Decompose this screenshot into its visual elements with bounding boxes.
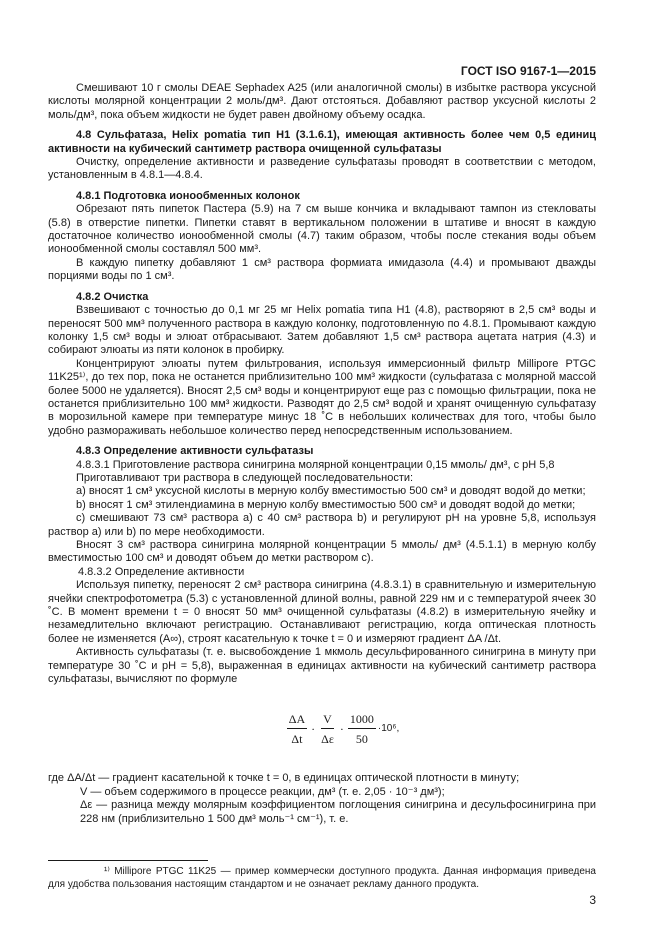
footnote: ¹⁾ Millipore PTGC 11K25 — пример коммерчески доступного продукта. Данная информация приведена для удобства пользования настоящим стандартом и не означает рекламу данного продукта. [48,866,596,891]
multiply-dot: · [311,722,316,737]
subsection-heading-4-8-3-1: 4.8.3.1 Приготовление раствора синигрина молярной концентрации 0,15 ммоль/ дм³, с pH 5,8 [76,458,555,471]
paragraph: Обрезают пять пипеток Пастера (5.9) на 7 см выше кончика и вкладывают тампон из стекловаты (5.8) в отверстие пипетки. Пипетки ставят в вертикальном положении в штативе и вносят в каждую достаточное количество ионообменной смолы (4.7) таким образом, чтобы после стекания воды объем ионообменной смолы составлял 500 мм³. [48,203,596,256]
paragraph: Приготавливают три раствора в следующей последовательности: [76,471,414,484]
section-heading-4-8: 4.8 Сульфатаза, Helix pomatia тип H1 (3.1.6.1), имеющая активность более чем 0,5 единиц активности на кубический сантиметр раствора очищенной сульфатазы [48,129,596,155]
section-heading-4-8-2: 4.8.2 Очистка [76,290,149,303]
paragraph: Используя пипетку, переносят 2 см³ раствора синигрина (4.8.3.1) в сравнительную и измерительную ячейки спектрофотометра (5.3) с установленной длиной волны, равной 229 нм и с температурой ячеек 30 ˚С. В момент времени t = 0 вносят 50 мм³ очищенной сульфатазы (4.8.2) в измерительную ячейку и незамедлительно включают регистрацию. Останавливают регистрацию, когда оптическая плотность более не изменяется (A∞), строят касательную к точке t = 0 и измеряют градиент ΔA /Δt. [48,579,596,645]
section-heading-4-8-3: 4.8.3 Определение активности сульфатазы [76,445,314,458]
section-heading-4-8-1: 4.8.1 Подготовка ионообменных колонок [76,189,300,202]
fraction [319,712,336,746]
paragraph: Очистку, определение активности и разведение сульфатазы проводят в соответствии с методом, установленным в 4.8.1—4.8.4. [48,156,596,182]
denominator: Δε [321,732,334,747]
multiply-dot: · [339,722,344,737]
footnote-divider [48,860,208,861]
where-item: V — объем содержимого в процессе реакции, дм³ (т. е. 2,05 · 10⁻³ дм³); [80,785,445,798]
paragraph: Вносят 3 см³ раствора синигрина молярной концентрации 5 ммоль/ дм³ (4.5.1.1) в мерную колбу вместимостью 100 см³ и доводят объем до метки раствором c). [48,539,596,565]
list-item-c: c) смешивают 73 см³ раствора a) с 40 см³ раствора b) и регулируют pH на уровне 5,8, используя раствор a) или b) по мере необходимости. [48,512,596,538]
formula-tail: ·10⁶, [377,723,400,735]
denominator: 50 [355,732,368,747]
where-item: где ΔA/Δt — градиент касательной к точке t = 0, в единицах оптической плотности в минуту; [48,772,520,785]
paragraph: Концентрируют элюаты путем фильтрования, используя иммерсионный фильтр Millipore PTGC 11K25¹⁾, до тех пор, пока не останется приблизительно 100 мм³ жидкости (сульфатаза с молярной массой более 5000 не удаляется). Вносят 2,5 см³ воды и концентрируют еще раз с помощью фильтрации, пока не останется приблизительно 100 мм³ жидкости. Разводят до 2,5 см³ водой и хранят очищенную сульфатазу в морозильной камере при температуре минус 18 ˚С в небольших количествах для того, чтобы было удобно размораживать небольшое количество перед непосредственным использованием. [48,357,596,437]
page-number: 3 [589,893,596,908]
paragraph: Активность сульфатазы (т. е. высвобождение 1 мкмоль десульфированного синигрина в минуту при температуре 30 ˚С и pH = 5,8), выраженная в единицах активности на кубический сантиметр раствора сульфатазы, вычисляют по формуле [48,646,596,686]
fraction [287,712,307,746]
where-item: Δε — разница между молярным коэффициентом поглощения синигрина и десульфосинигрина при 228 нм (приблизительно 1 500 дм³ моль⁻¹ см⁻¹), т. е. [80,799,596,825]
paragraph: Взвешивают с точностью до 0,1 мг 25 мг Helix pomatia типа H1 (4.8), растворяют в 2,5 см³ воды и переносят 500 мм³ полученного раствора в каждую колонку, подготовленную по 4.8.1. Промывают каждую колонку 1,5 см³ воды и элюат отбрасывают. Затем добавляют 1,5 см³ раствора ацетата натрия (4.3) и собирают элюаты из пяти колонок в пробирку. [48,304,596,357]
fraction [348,712,376,746]
numerator: ΔA [287,712,307,729]
activity-formula [88,712,596,746]
numerator: 1000 [348,712,376,729]
denominator: Δt [291,732,303,747]
numerator: V [321,712,334,729]
list-item-a: a) вносят 1 см³ уксусной кислоты в мерную колбу вместимостью 500 см³ и доводят водой до метки; [76,485,586,498]
subsection-heading-4-8-3-2: 4.8.3.2 Определение активности [78,565,245,578]
document-header: ГОСТ ISO 9167-1—2015 [460,64,596,78]
list-item-b: b) вносят 1 см³ этилендиамина в мерную колбу вместимостью 500 см³ и доводят водой до метки; [76,498,576,511]
paragraph: Смешивают 10 г смолы DEAE Sephadex A25 (или аналогичной смолы) в избытке раствора уксусной кислоты молярной концентрации 2 моль/дм³. Дают отстояться. Добавляют раствор уксусной кислоты 2 моль/дм³, пока объем жидкости не будет равен двойному объему осадка. [48,82,596,121]
paragraph: В каждую пипетку добавляют 1 см³ раствора формиата имидазола (4.4) и промывают дважды порциями воды по 1 см³. [48,256,596,283]
